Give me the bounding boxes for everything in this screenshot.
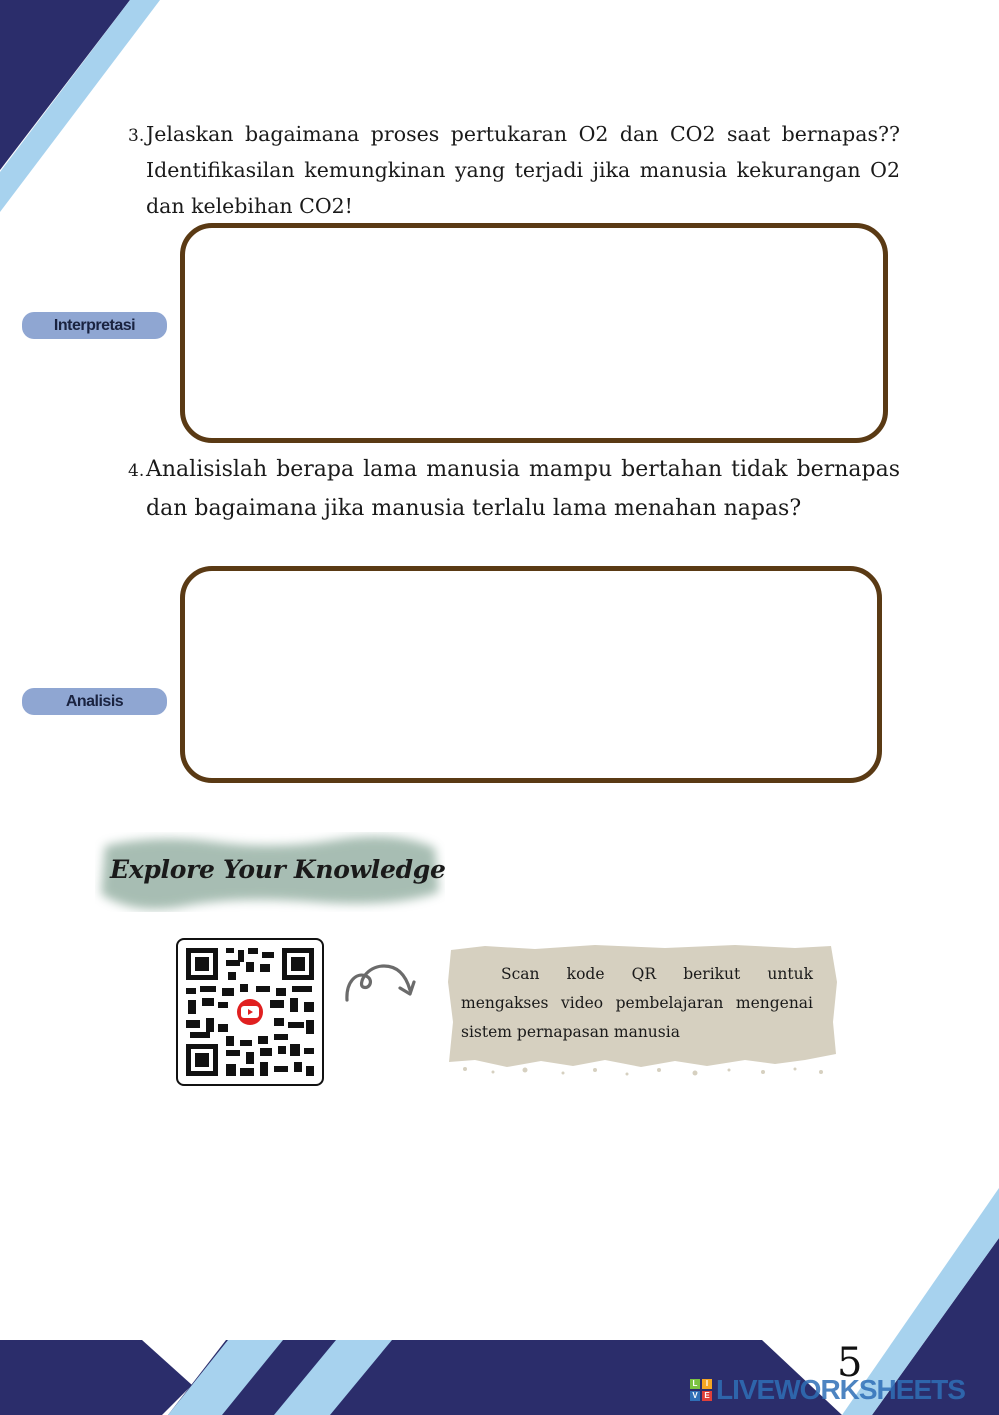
top-left-navy-corner xyxy=(0,0,130,170)
logo-letter-i: I xyxy=(702,1379,712,1389)
qr-code[interactable] xyxy=(176,938,324,1086)
question-3-text: Jelaskan bagaimana proses pertukaran O2 dan CO2 saat bernapas?? Identifikasilan kemungkinan yang terjadi jika manusia kekurangan O2 dan kelebihan CO2! xyxy=(146,122,900,218)
curved-arrow-icon xyxy=(342,962,418,1004)
qr-code-pattern xyxy=(178,940,322,1084)
liveworksheets-brand-text: LIVEWORKSHEETS xyxy=(716,1374,965,1405)
logo-letter-v: V xyxy=(690,1391,700,1401)
logo-letter-l: L xyxy=(690,1379,700,1389)
question-3 xyxy=(128,116,900,224)
answer-box-4[interactable] xyxy=(180,566,882,783)
interpretasi-tag: Interpretasi xyxy=(22,312,167,339)
liveworksheets-logo-icon xyxy=(690,1379,712,1401)
page-number: 5 xyxy=(837,1340,863,1386)
question-4 xyxy=(128,450,900,528)
logo-letter-e: E xyxy=(702,1391,712,1401)
youtube-play-icon xyxy=(234,996,266,1028)
qr-instruction-text: Scan kode QR berikut untuk mengakses video pembelajaran mengenai sistem pernapasan manusia xyxy=(461,965,813,1041)
question-4-text: Analisislah berapa lama manusia mampu bertahan tidak bernapas dan bagaimana jika manusia terlalu lama menahan napas? xyxy=(146,457,900,521)
answer-box-3[interactable] xyxy=(180,223,888,443)
analisis-tag: Analisis xyxy=(22,688,167,715)
liveworksheets-watermark xyxy=(690,1374,965,1406)
explore-title: Explore Your Knowledge xyxy=(110,855,446,884)
question-3-number: 3. xyxy=(128,126,145,146)
question-4-number: 4. xyxy=(128,461,145,481)
bottom-navy-band-left xyxy=(0,1340,192,1415)
